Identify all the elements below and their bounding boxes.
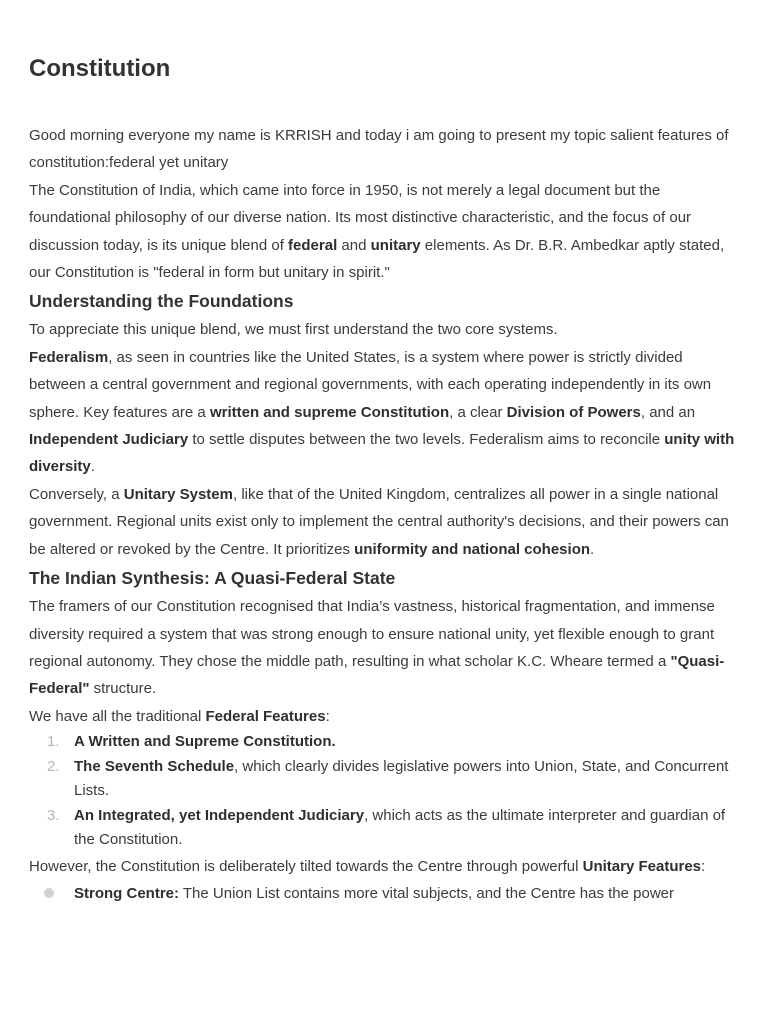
bold-unity-with-diversity: unity with diversity — [29, 431, 735, 476]
federal-features-list — [29, 730, 741, 853]
list-item-bold: The Seventh Schedule — [74, 757, 235, 775]
federalism-paragraph — [29, 344, 741, 481]
unitary-features-text: : — [701, 857, 706, 875]
section-heading-foundations: Understanding the Foundations — [29, 291, 294, 312]
framers-text: The framers of our Constitution recognised that India’s vastness, historical fragmentation, and immense diversity required a system that was strong enough to ensure national unity, yet flexible enough to grant regional autonomy. They chose the middle path, resulting in what scholar K.C. Wheare termed a — [29, 598, 715, 670]
intro-bold-unitary: unitary — [370, 236, 421, 254]
framers-paragraph — [29, 593, 741, 703]
federal-features-intro — [29, 703, 741, 730]
intro-text: elements. As Dr. B.R. Ambedkar aptly stated, our Constitution is "federal in form but unitary in spirit." — [29, 236, 725, 282]
list-item-bold: An Integrated, yet Independent Judiciary — [74, 806, 365, 824]
unitary-features-text: However, the Constitution is deliberately tilted towards the Centre through powerful — [29, 857, 583, 875]
foundations-intro-paragraph: To appreciate this unique blend, we must first understand the two core systems. — [29, 321, 558, 339]
bold-division-of-powers: Division of Powers — [506, 403, 641, 421]
federalism-text: to settle disputes between the two levels. Federalism aims to reconcile — [188, 431, 665, 449]
intro-paragraph — [29, 177, 741, 287]
bold-unitary-system: Unitary System — [123, 485, 233, 503]
document-title: Constitution — [29, 55, 171, 82]
list-item-text: The Union List contains more vital subjects, and the Centre has the power — [179, 885, 674, 903]
bold-federal-features: Federal Features — [205, 707, 326, 725]
unitary-features-intro — [29, 853, 741, 880]
bold-independent-judiciary: Independent Judiciary — [29, 431, 189, 449]
unitary-text: , like that of the United Kingdom, centralizes all power in a single national government. Regional units exist only to implement the central authority's decisions, and their powers can be altered or revoked by the Centre. It prioritizes — [29, 485, 729, 558]
unitary-features-list — [29, 880, 741, 907]
federalism-text: , as seen in countries like the United States, is a system where power is strictly divided between a central government and regional governments, with each operating independently in its own sphere. Key features are a — [29, 348, 712, 421]
federalism-text: , and an — [640, 403, 696, 421]
list-number: 2. — [47, 757, 60, 775]
bullet-dot-icon — [44, 888, 54, 898]
list-item-text: , which acts as the ultimate interpreter and guardian of the Constitution. — [74, 806, 726, 849]
unitary-text: Conversely, a — [29, 485, 124, 503]
document — [29, 52, 741, 907]
bold-quasi-federal: "Quasi-Federal" — [29, 652, 725, 698]
list-item-bold: Strong Centre: — [74, 885, 179, 903]
federal-features-text: : — [325, 707, 330, 725]
intro-text: and — [337, 236, 371, 254]
intro-text: The Constitution of India, which came into force in 1950, is not merely a legal document but the foundational philosophy of our diverse nation. Its most distinctive characteristic, and the focus of our discussion today, is its unique blend of — [29, 181, 692, 254]
list-item-text: , which clearly divides legislative powers into Union, State, and Concurrent Lists. — [74, 757, 729, 800]
bold-federalism: Federalism — [29, 348, 109, 366]
list-item-bold: A Written and Supreme Constitution. — [74, 733, 336, 751]
federalism-text: , a clear — [449, 403, 507, 421]
list-item — [29, 755, 741, 804]
federal-features-text: We have all the traditional — [29, 707, 206, 725]
bold-written-constitution: written and supreme Constitution — [209, 403, 450, 421]
unitary-text: . — [590, 540, 595, 558]
intro-bold-federal: federal — [288, 236, 338, 254]
bold-uniformity-cohesion: uniformity and national cohesion — [354, 540, 591, 558]
list-item — [29, 804, 741, 853]
list-number: 3. — [47, 806, 60, 824]
framers-text: structure. — [89, 680, 157, 698]
list-item — [29, 730, 741, 755]
list-number: 1. — [47, 733, 60, 751]
bold-unitary-features: Unitary Features — [582, 857, 702, 875]
greeting-paragraph: Good morning everyone my name is KRRISH and today i am going to present my topic salient features of constitution:federal yet unitary — [29, 127, 729, 172]
federalism-text: . — [90, 458, 95, 476]
list-item — [29, 880, 741, 907]
unitary-paragraph — [29, 481, 741, 563]
section-heading-indian-synthesis: The Indian Synthesis: A Quasi-Federal State — [29, 568, 396, 589]
